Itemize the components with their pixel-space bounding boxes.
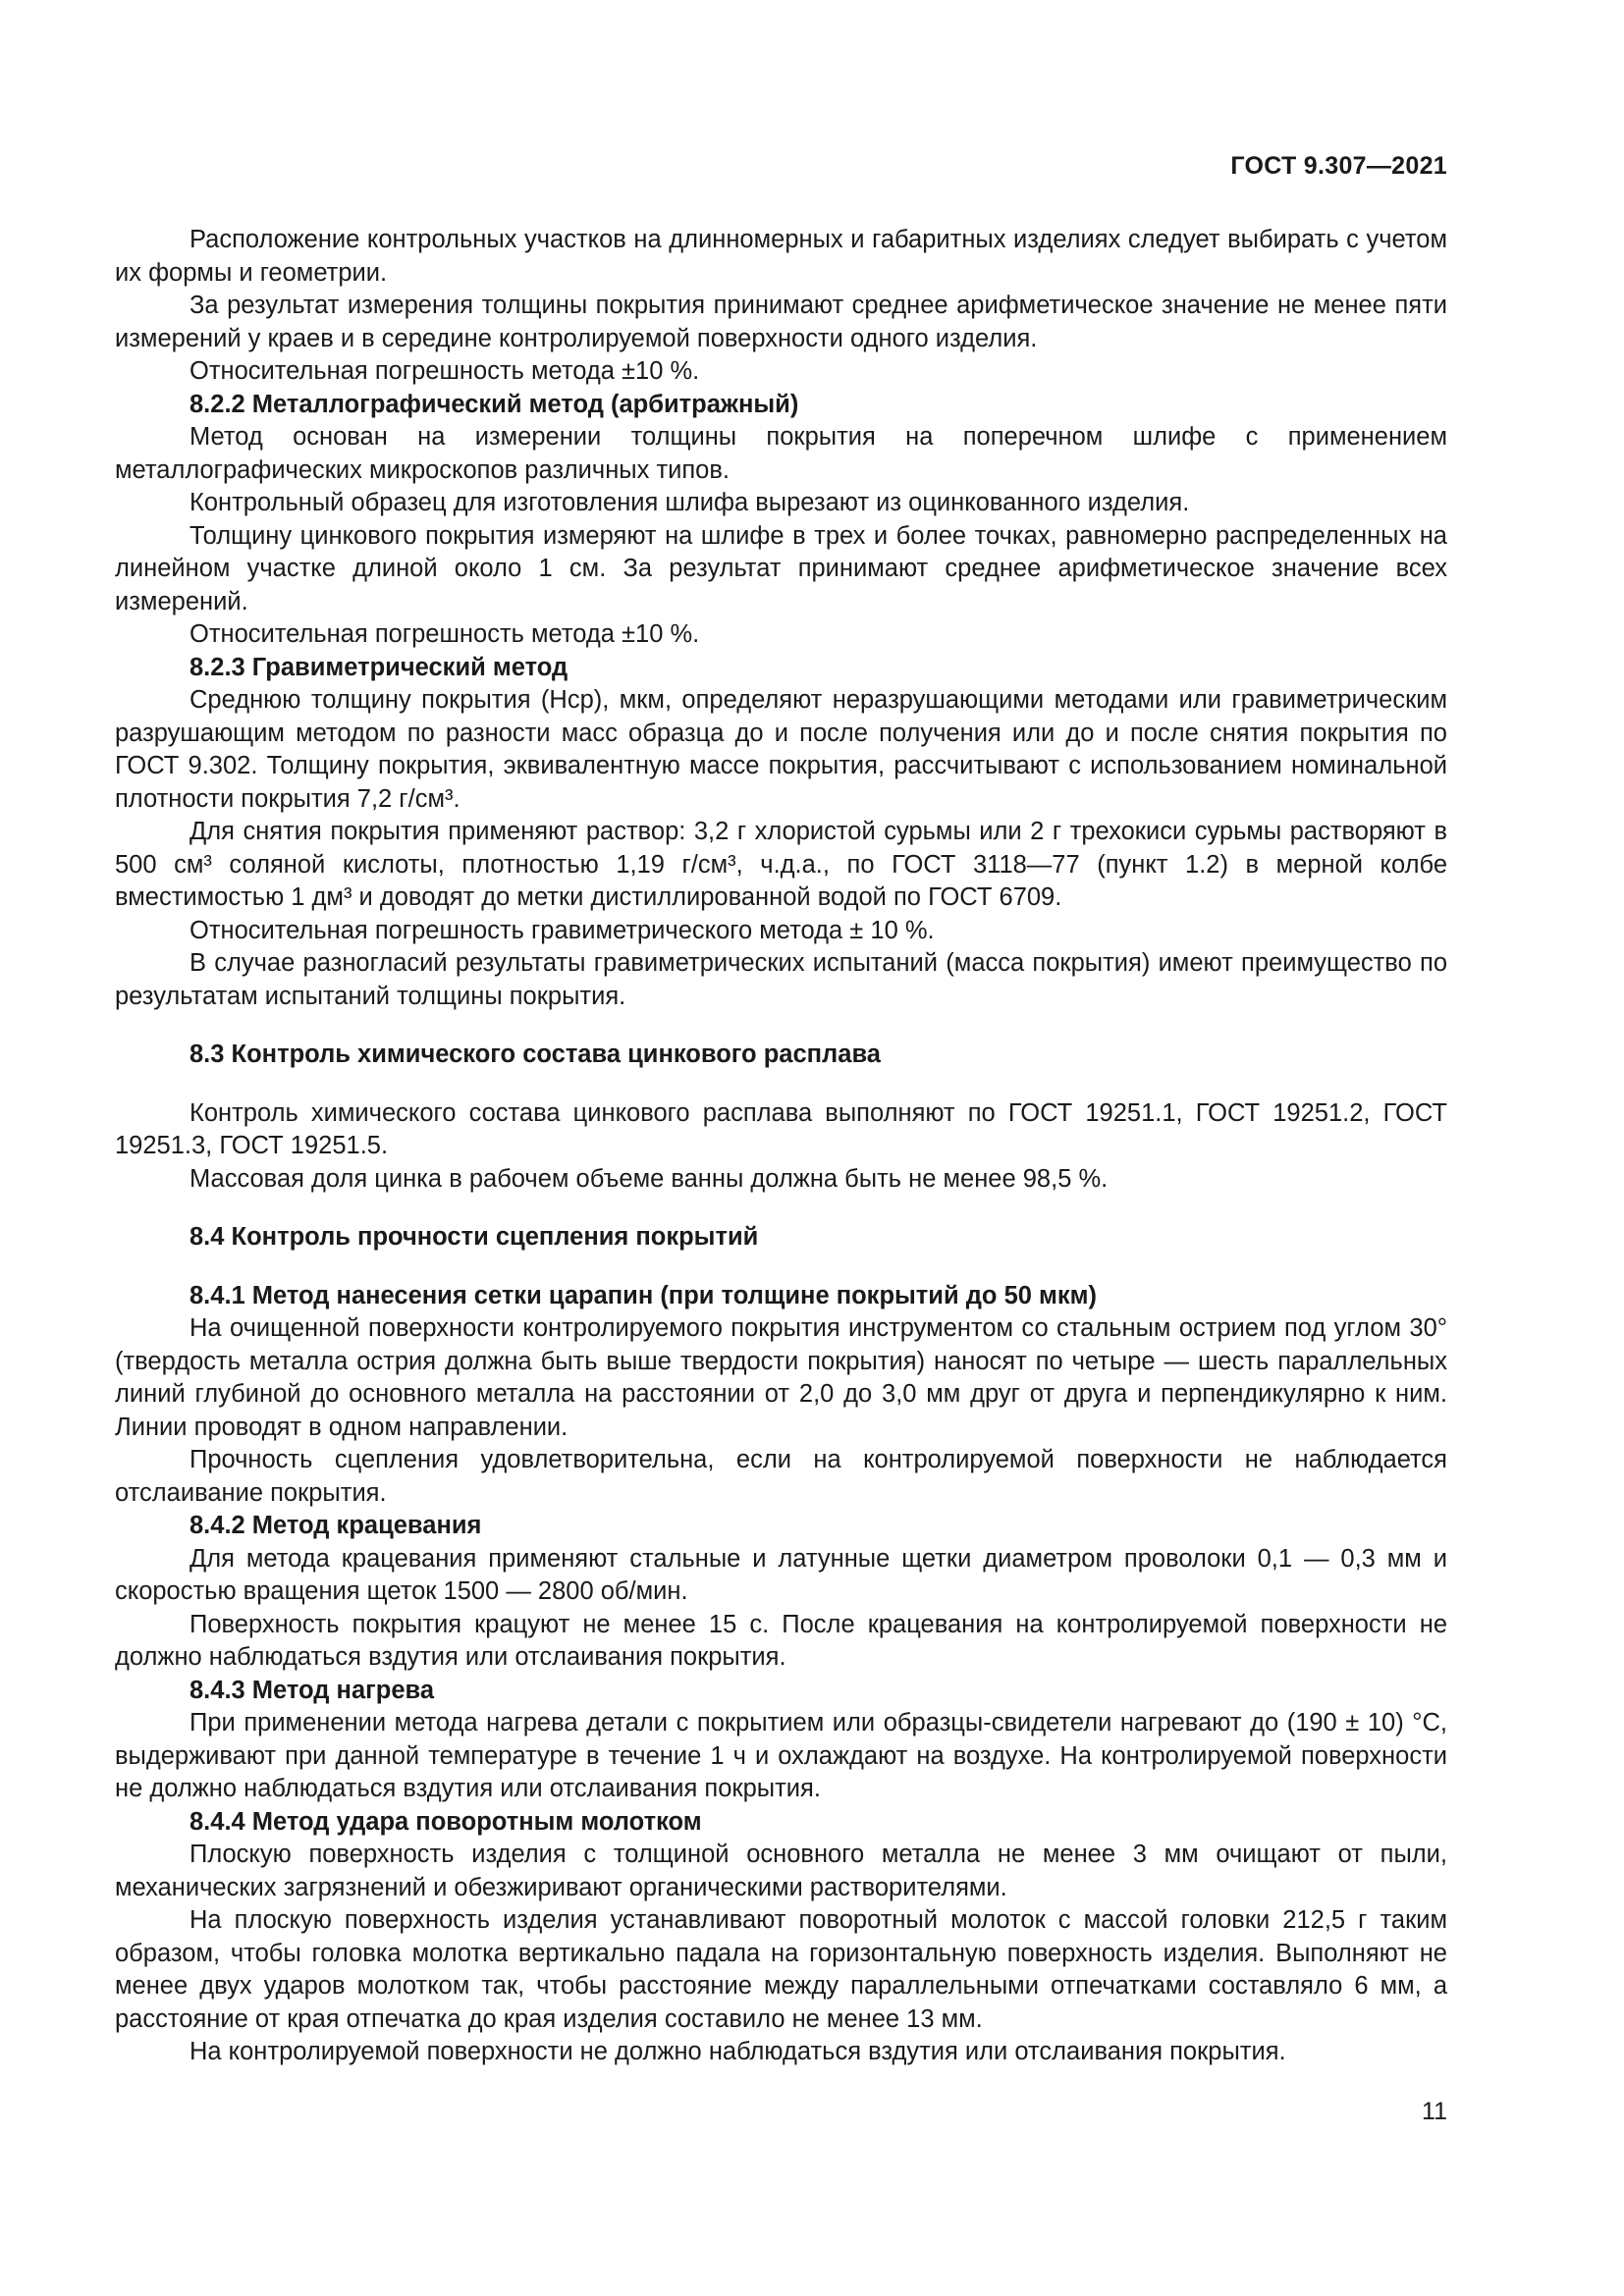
subsection-heading: 8.4.4 Метод удара поворотным молотком [189, 1807, 702, 1836]
paragraph: Поверхность покрытия крацуют не менее 15 с. После крацевания на контролируемой поверхности не должно наблюдаться вздутия или отслаивания покрытия. [115, 1610, 1447, 1671]
paragraph: Прочность сцепления удовлетворительна, если на контролируемой поверхности не наблюдается отслаивание покрытия. [115, 1446, 1447, 1507]
section-heading: 8.3 Контроль химического состава цинкового расплава [189, 1041, 881, 1068]
paragraph: Контроль химического состава цинкового расплава выполняют по ГОСТ 19251.1, ГОСТ 19251.2, ГОСТ 19251.3, ГОСТ 19251.5. [115, 1098, 1447, 1159]
paragraph: Метод основан на измерении толщины покрытия на поперечном шлифе с применением металлографических микроскопов различных типов. [115, 423, 1447, 484]
paragraph: За результат измерения толщины покрытия принимают среднее арифметическое значение не менее пяти измерений у краев и в середине контролируемой поверхности одного изделия. [115, 292, 1447, 352]
paragraph: Контрольный образец для изготовления шлифа вырезают из оцинкованного изделия. [189, 489, 1190, 516]
document-body [115, 224, 1447, 2069]
paragraph: Относительная погрешность метода ±10 %. [189, 357, 700, 385]
paragraph: При применении метода нагрева детали с покрытием или образцы-свидетели нагревают до (190 ± 10) °С, выдерживают при данной температуре в течение 1 ч и охлаждают на воздухе. На контролируемой поверхности не должно наблюдаться вздутия или отслаивания покрытия. [115, 1709, 1447, 1802]
document-code-header: ГОСТ 9.307—2021 [1230, 152, 1447, 180]
paragraph: В случае разногласий результаты гравиметрических испытаний (масса покрытия) имеют преимущество по результатам испытаний толщины покрытия. [115, 949, 1447, 1010]
subsection-heading: 8.2.2 Металлографический метод (арбитражный) [189, 390, 799, 418]
subsection-heading: 8.4.3 Метод нагрева [189, 1676, 435, 1704]
paragraph: Среднюю толщину покрытия (Hср), мкм, определяют неразрушающими методами или гравиметрическим разрушающим методом по разности масс образца до и после получения или до и после снятия покрытия по ГОСТ 9.302. Толщину покрытия, эквивалентную массе покрытия, рассчитывают с использованием номинальной плотности покрытия 7,2 г/см³. [115, 686, 1447, 813]
paragraph: Для метода крацевания применяют стальные и латунные щетки диаметром проволоки 0,1 — 0,3 мм и скоростью вращения щеток 1500 — 2800 об/мин. [115, 1544, 1447, 1605]
paragraph: Плоскую поверхность изделия с толщиной основного металла не менее 3 мм очищают от пыли, механических загрязнений и обезжиривают органическими растворителями. [115, 1841, 1447, 1901]
paragraph: На контролируемой поверхности не должно наблюдаться вздутия или отслаивания покрытия. [189, 2038, 1286, 2065]
subsection-heading: 8.2.3 Гравиметрический метод [189, 653, 568, 681]
paragraph: Расположение контрольных участков на длинномерных и габаритных изделиях следует выбирать с учетом их формы и геометрии. [115, 226, 1447, 287]
paragraph: На плоскую поверхность изделия устанавливают поворотный молоток с массой головки 212,5 г таким образом, чтобы головка молотка вертикально падала на горизонтальную поверхность изделия. Выполняют не менее двух ударов молотком так, чтобы расстояние между параллельными отпечатками составляло 6 мм, а расстояние от края отпечатка до края изделия составило не менее 13 мм. [115, 1906, 1447, 2033]
paragraph: Массовая доля цинка в рабочем объеме ванны должна быть не менее 98,5 %. [189, 1164, 1109, 1193]
page-number: 11 [1422, 2098, 1447, 2125]
subsection-heading: 8.4.2 Метод крацевания [189, 1512, 482, 1539]
subsection-heading: 8.4.1 Метод нанесения сетки царапин (при толщине покрытий до 50 мкм) [189, 1281, 1098, 1309]
paragraph: Для снятия покрытия применяют раствор: 3,2 г хлористой сурьмы или 2 г трехокиси сурьмы растворяют в 500 см³ соляной кислоты, плотностью 1,19 г/см³, ч.д.а., по ГОСТ 3118—77 (пункт 1.2) в мерной колбе вместимостью 1 дм³ и доводят до метки дистиллированной водой по ГОСТ 6709. [115, 818, 1447, 911]
paragraph: На очищенной поверхности контролируемого покрытия инструментом со стальным острием под углом 30° (твердость металла острия должна быть выше твердости покрытия) наносят по четыре — шесть параллельных линий глубиной до основного металла на расстоянии от 2,0 до 3,0 мм друг от друга и перпендикулярно к ним. Линии проводят в одном направлении. [115, 1314, 1447, 1441]
paragraph: Толщину цинкового покрытия измеряют на шлифе в трех и более точках, равномерно распределенных на линейном участке длиной около 1 см. За результат принимают среднее арифметическое значение всех измерений. [115, 521, 1447, 615]
section-heading: 8.4 Контроль прочности сцепления покрытий [189, 1223, 759, 1251]
paragraph: Относительная погрешность гравиметрического метода ± 10 %. [189, 916, 935, 944]
paragraph: Относительная погрешность метода ±10 %. [189, 620, 700, 648]
